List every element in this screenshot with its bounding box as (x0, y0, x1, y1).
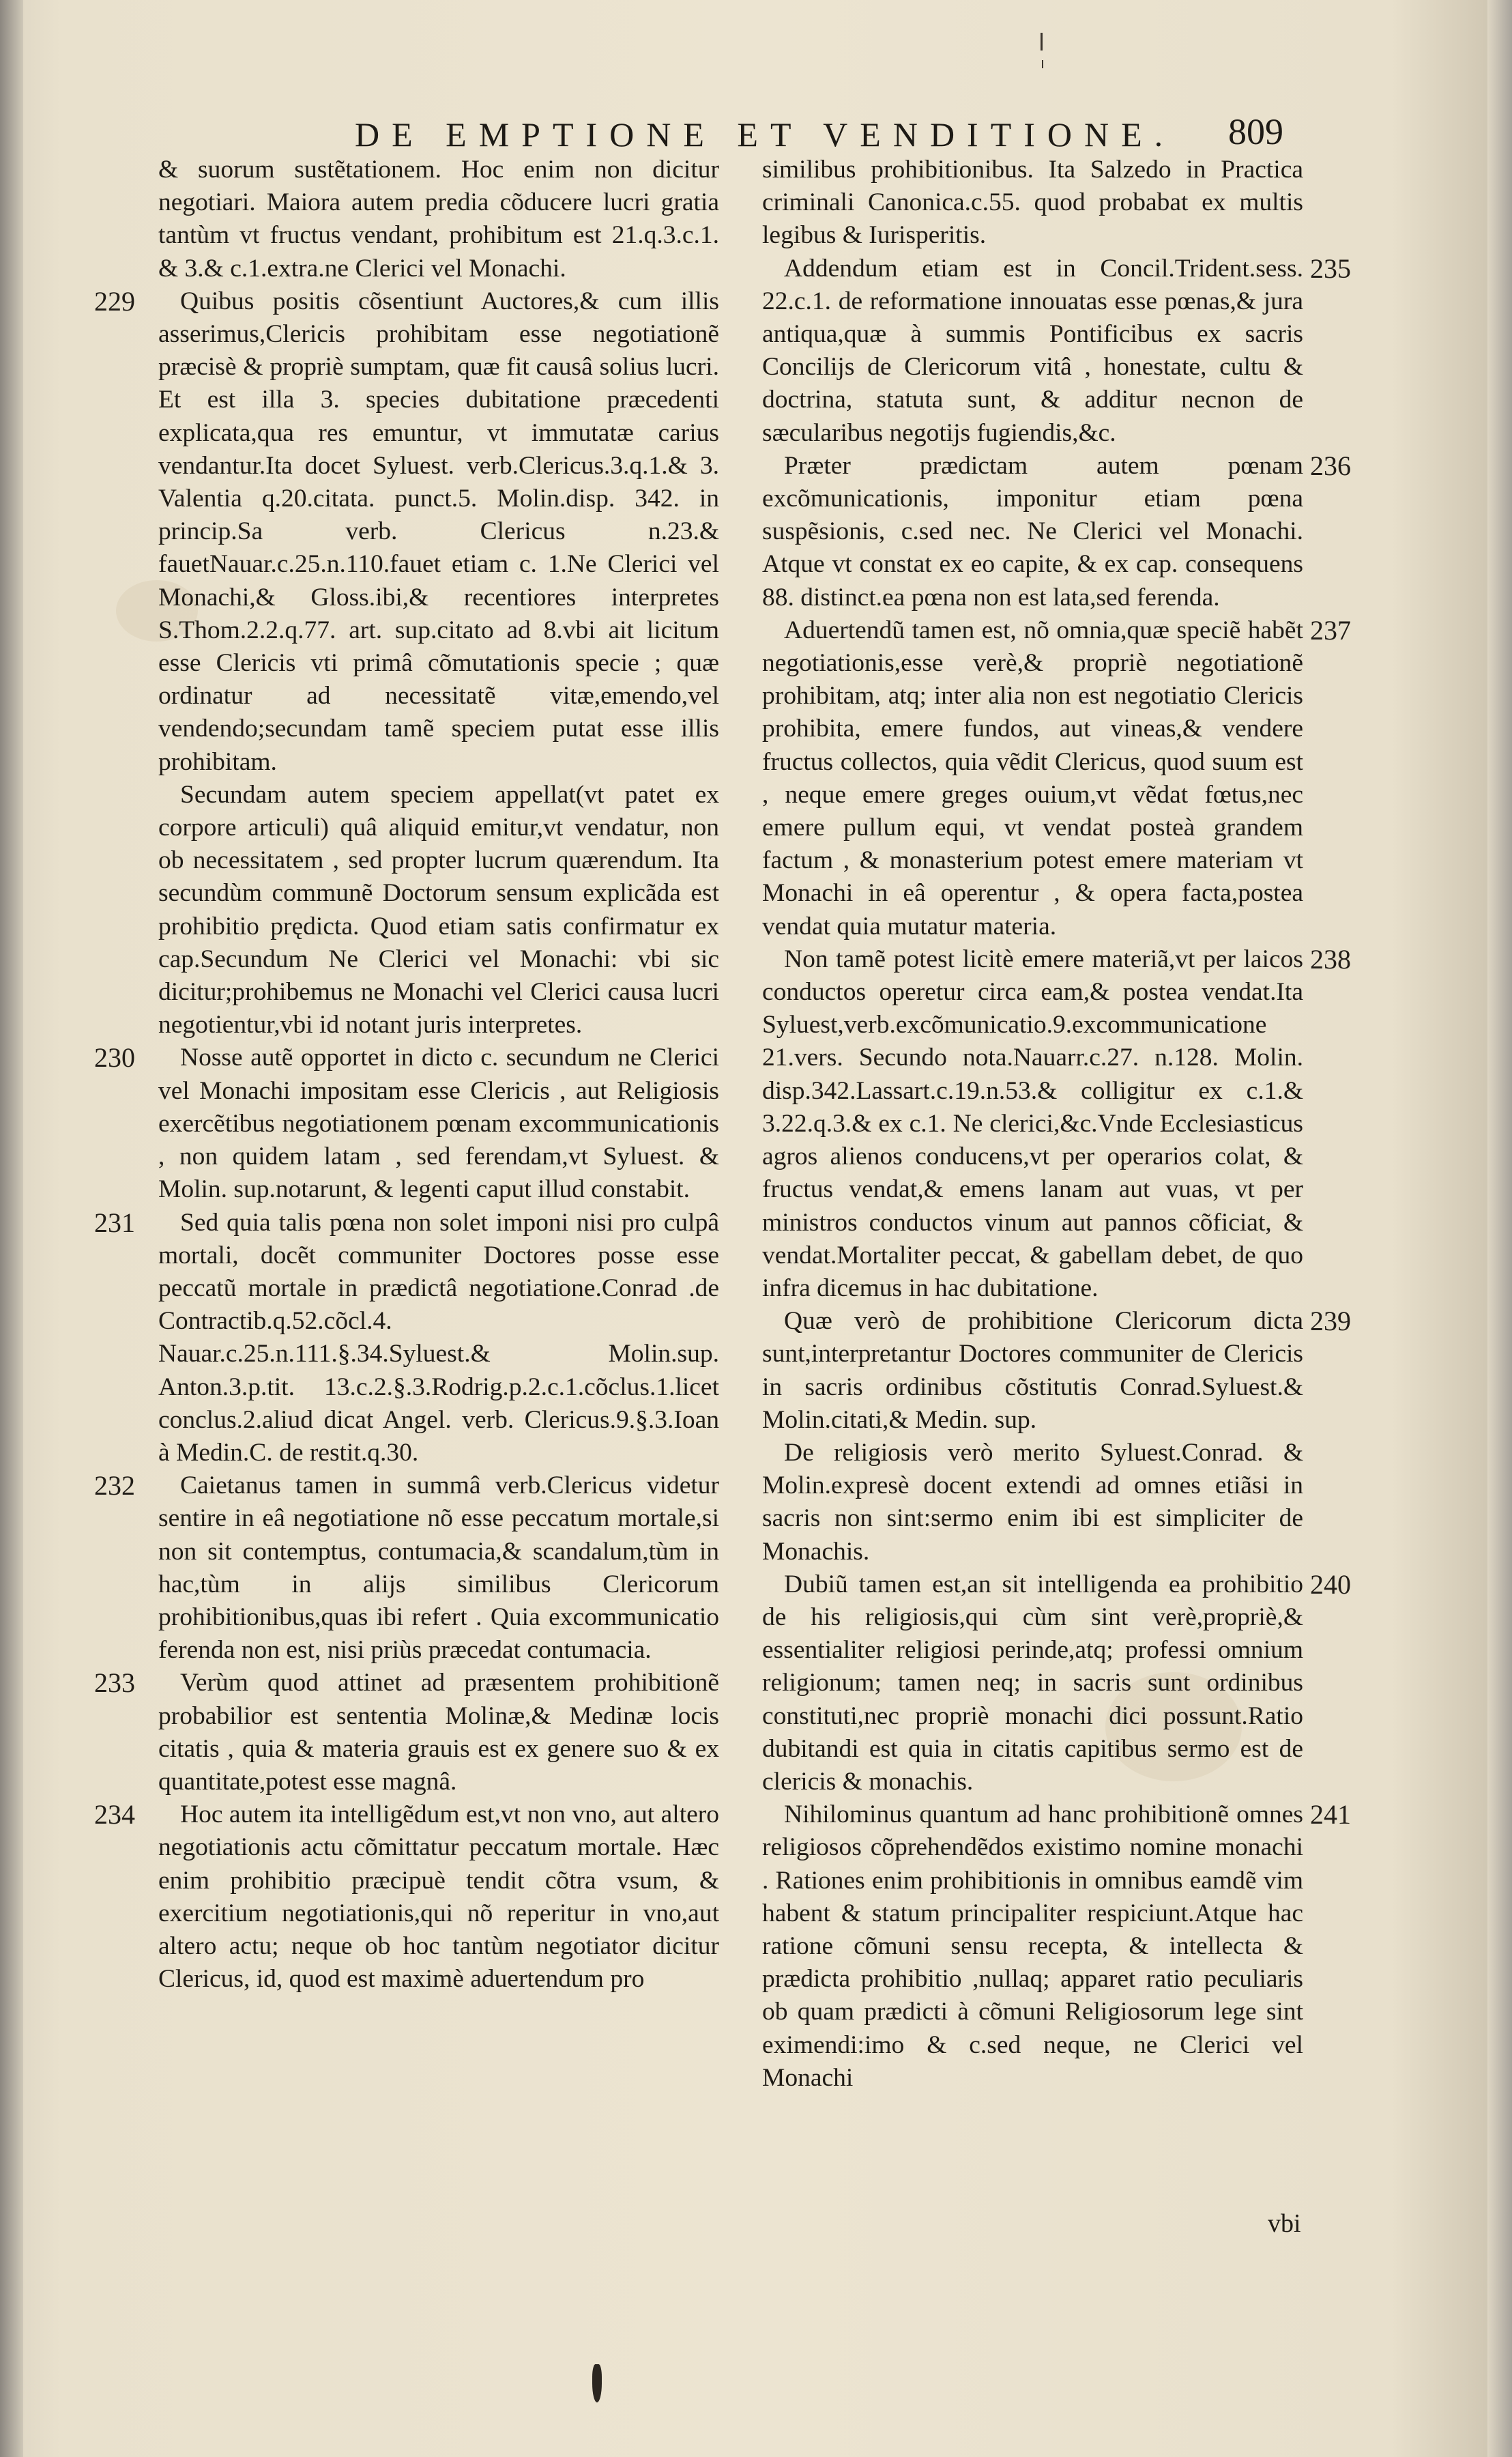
paragraph: Addendum etiam est in Concil.Trident.sess. 22.c.1. de reformatione innouatas esse pœnas,& jura antiqua,quæ à summis Pontificibus ex sacris Concilijs de Clericorum vitâ , honestate, cultu & doctrina, statuta sunt, & additur necnon de sæcularibus negotijs fugiendis,&c. (762, 254, 1303, 447)
paragraph: De religiosis verò merito Syluest.Conrad. & Molin.expresè docent extendi ad omnes etiãsi in sacris non sint:sermo enim ibi est simpliciter de Monachis. (762, 1438, 1303, 1566)
running-title: DE EMPTIONE ET VENDITIONE. (355, 115, 1176, 154)
ink-mark (1041, 33, 1043, 51)
paragraph: Hoc autem ita intelligẽdum est,vt non vno, aut altero negotiationis actu cõmittatur peccatum mortale. Hæc enim prohibitio præcipuè tendit cõtra vsum, & exercitium negotiationis,qui nõ reperitur in vno,aut altero actu; neque ob hoc tantùm negotiator dicitur Clericus, id, quod est maximè aduertendum pro (158, 1800, 719, 1994)
margin-paragraph-number: 240 (1310, 1569, 1351, 1600)
paragraph: Dubiũ tamen est,an sit intelligenda ea prohibitio de his religiosis,qui cùm sint verè,propriè,& essentialiter religiosi perinde,atq; professi omnium religionum; tamen neq; in sacris sunt ordinibus constituti,nec propriè monachi dici possunt.Ratio dubitandi est quia in citatis capitibus sermo est de clericis & monachis. (762, 1570, 1303, 1796)
margin-paragraph-number: 236 (1310, 450, 1351, 481)
printer-ornament (592, 2364, 602, 2402)
margin-paragraph-number: 238 (1310, 944, 1351, 975)
right-text-column (762, 154, 1303, 2095)
paragraph: Caietanus tamen in summâ verb.Clericus videtur sentire in eâ negotiatione nõ esse peccatum mortale,si non sit contemptus, contumacia,& scandalum,tùm in hac,tùm in alijs similibus Clericorum prohibitionibus,quas ibi refert . Quia excommunicatio ferenda non est, nisi priùs præcedat contumacia. (158, 1471, 719, 1665)
paragraph: Non tamẽ potest licitè emere materiã,vt per laicos conductos operetur circa eam,& postea vendat.Ita Syluest,verb.excõmunicatio.9.excommunicatione 21.vers. Secundo nota.Nauarr.c.27. n.128. Molin. disp.342.Lassart.c.19.n.53.& colligitur ex c.1.& 3.22.q.3.& ex c.1. Ne clerici,&c.Vnde Ecclesiasticus agros alienos conducens,vt per operarios colat, & fructus vendat,& emens lanam aut vuas, vt per ministros conductos vinum aut pannos cõficiat, & vendat.Mortaliter peccat, & gabellam debet, de quo infra dicemus in hac dubitatione. (762, 945, 1303, 1302)
margin-paragraph-number: 233 (94, 1667, 135, 1698)
margin-paragraph-number: 230 (94, 1042, 135, 1073)
page-edge (1487, 0, 1512, 2457)
paragraph: Verùm quod attinet ad præsentem prohibitionẽ probabilior est sententia Molinæ,& Medinæ locis citatis , quia & materia grauis est ex genere suo & ex quantitate,potest esse magnâ. (158, 1669, 719, 1796)
paragraph: similibus prohibitionibus. Ita Salzedo in Practica criminali Canonica.c.55. quod probabat ex multis legibus & Iurisperitis. (762, 156, 1303, 250)
margin-paragraph-number: 234 (94, 1799, 135, 1830)
ink-mark (1042, 60, 1043, 68)
catchword: vbi (1268, 2209, 1301, 2238)
paragraph: Aduertendũ tamen est, nõ omnia,quæ speciẽ habẽt negotiationis,esse verè,& propriè negotiationẽ prohibitam, atq; inter alia non est negotiatio Clericis prohibita, emere fundos, aut vineas,& vendere fructus collectos, quia vẽdit Clericus, quod suum est , neque emere greges ouium,vt vẽdat fœtus,nec emere pullum equi, vt vendat posteà grandem factum , & monasterium potest emere materiam vt Monachi in eâ operentur , & opera facta,postea vendat quia mutatur materia. (762, 616, 1303, 940)
page-number: 809 (1228, 111, 1283, 152)
margin-paragraph-number: 239 (1310, 1306, 1351, 1336)
margin-paragraph-number: 229 (94, 286, 135, 317)
paragraph: Quibus positis cõsentiunt Auctores,& cum illis asserimus,Clericis prohibitam esse negotiationẽ præcisè & propriè sumptam, quæ fit causâ solius lucri. Et est illa 3. species dubitatione præcedenti explicata,qua res emuntur, vt immutatæ carius vendantur.Ita docet Syluest. verb.Clericus.3.q.1.& 3. Valentia q.20.citata. punct.5. Molin.disp. 342. in princip.Sa verb. Clericus n.23.& fauetNauar.c.25.n.110.fauet etiam c. 1.Ne Clerici vel Monachi,& Gloss.ibi,& recentiores interpretes S.Thom.2.2.q.77. art. sup.citato ad 8.vbi ait licitum esse Clericis vti primâ cõmutationis specie ; quæ ordinatur ad necessitatẽ vitæ,emendo,vel vendendo;secundam tamẽ speciem putat esse illis prohibitam. (158, 287, 719, 776)
paragraph: Nihilominus quantum ad hanc prohibitionẽ omnes religiosos cõprehendẽdos existimo nomine monachi . Rationes enim prohibitionis in omnibus eamdẽ vim habent & statum principaliter respiciunt.Atque hac ratione cõmuni sensu recepta, & intellecta & prædicta prohibitio ,nullaq; apparet ratio peculiaris ob quam prædicti à cõmuni Religiosorum lege sint eximendi:imo & c.sed neque, ne Clerici vel Monachi (762, 1800, 1303, 2092)
margin-paragraph-number: 235 (1310, 253, 1351, 284)
margin-paragraph-number: 232 (94, 1470, 135, 1501)
paragraph: & suorum sustẽtationem. Hoc enim non dicitur negotiari. Maiora autem predia cõducere lucri gratia tantùm vt fructus vendant, prohibitum est 21.q.3.c.1. & 3.& c.1.extra.ne Clerici vel Monachi. (158, 156, 719, 283)
paragraph: Quæ verò de prohibitione Clericorum dicta sunt,interpretantur Doctores communiter de Clericis in sacris ordinibus cõstitutis Conrad.Syluest.& Molin.citati,& Medin. sup. (762, 1307, 1303, 1434)
paragraph: Nosse autẽ opportet in dicto c. secundum ne Clerici vel Monachi impositam esse Clericis , aut Religiosis exercẽtibus negotiationem pœnam excommunicationis , non quidem latam , sed ferendam,vt Syluest. & Molin. sup.notarunt, & legenti caput illud constabit. (158, 1044, 719, 1204)
margin-paragraph-number: 241 (1310, 1799, 1351, 1830)
paragraph: Præter prædictam autem pœnam excõmunicationis, imponitur etiam pœna suspẽsionis, c.sed nec. Ne Clerici vel Monachi. Atque vt constat ex eo capite, & ex cap. consequens 88. distinct.ea pœna non est lata,sed ferenda. (762, 451, 1303, 612)
margin-paragraph-number: 231 (94, 1207, 135, 1238)
gutter-shadow (0, 0, 23, 2457)
margin-paragraph-number: 237 (1310, 615, 1351, 646)
paragraph: Sed quia talis pœna non solet imponi nisi pro culpâ mortali, docẽt communiter Doctores posse esse peccatũ mortale in prædictâ negotiatione.Conrad .de Contractib.q.52.cõcl.4. Nauar.c.25.n.111.§.34.Syluest.& Molin.sup. Anton.3.p.tit. 13.c.2.§.3.Rodrig.p.2.c.1.cõclus.1.licet conclus.2.aliud dicat Angel. verb. Clericus.9.§.3.Ioan à Medin.C. de restit.q.30. (158, 1208, 719, 1467)
paragraph: Secundam autem speciem appellat(vt patet ex corpore articuli) quâ aliquid emitur,vt vendatur, non ob necessitatem , sed propter lucrum quærendum. Ita secundùm communẽ Doctorum sensum explicãda est prohibitio prędicta. Quod etiam satis confirmatur ex cap.Secundum Ne Clerici vel Monachi: vbi sic dicitur;prohibemus ne Monachi vel Clerici causa lucri negotientur,vbi id notant juris interpretes. (158, 780, 719, 1039)
left-text-column (158, 154, 719, 1996)
